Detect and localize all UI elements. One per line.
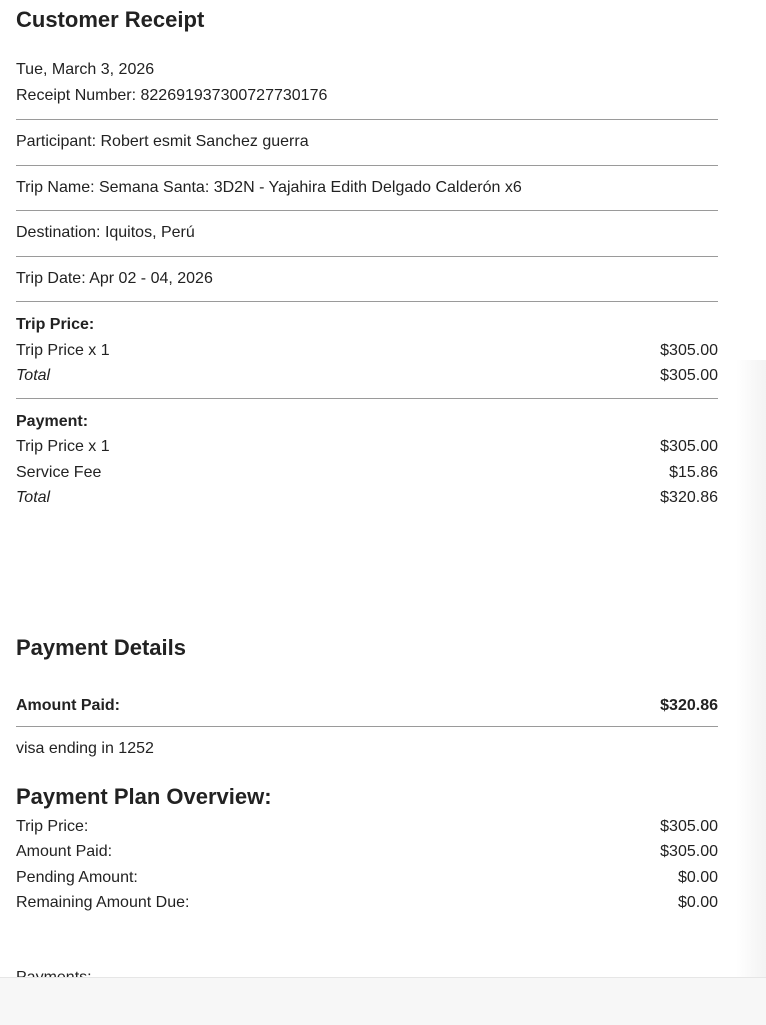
row-value: $320.86 bbox=[660, 489, 718, 506]
card-row bbox=[16, 727, 718, 772]
service-fee-row bbox=[16, 460, 718, 486]
row-value: $320.86 bbox=[660, 696, 718, 714]
amount-paid-section bbox=[16, 661, 718, 727]
plan-row bbox=[16, 814, 718, 840]
row-value: $305.00 bbox=[660, 367, 718, 384]
trip-price-total-row bbox=[16, 363, 718, 389]
plan-row bbox=[16, 865, 718, 891]
receipt-document bbox=[16, 0, 718, 916]
row-label: Service Fee bbox=[16, 463, 102, 481]
payments-heading-cut bbox=[16, 968, 92, 977]
trip-price-row bbox=[16, 338, 718, 364]
row-label: Total bbox=[16, 489, 51, 506]
trip-date-row bbox=[16, 257, 718, 302]
payment-section bbox=[16, 399, 718, 520]
receipt-number: Receipt Number: 822691937300727730176 bbox=[16, 86, 328, 104]
trip-date-text: Trip Date: Apr 02 - 04, 2026 bbox=[16, 269, 213, 287]
row-value: $305.00 bbox=[660, 438, 718, 455]
payment-total-row bbox=[16, 485, 718, 511]
row-value: $15.86 bbox=[669, 463, 718, 481]
destination-text: Destination: Iquitos, Perú bbox=[16, 224, 195, 241]
row-value: $305.00 bbox=[660, 817, 718, 835]
trip-price-section bbox=[16, 302, 718, 398]
row-label: Trip Price x 1 bbox=[16, 341, 110, 359]
payment-details-heading: Payment Details bbox=[16, 634, 186, 660]
trip-name-row bbox=[16, 166, 718, 211]
row-label: Trip Price: bbox=[16, 817, 89, 835]
destination-row bbox=[16, 211, 718, 256]
row-label: Trip Price x 1 bbox=[16, 438, 110, 455]
participant-row bbox=[16, 120, 718, 165]
row-label: Amount Paid: bbox=[16, 843, 113, 860]
spacer bbox=[16, 520, 718, 635]
payment-row bbox=[16, 434, 718, 460]
row-label: Pending Amount: bbox=[16, 868, 138, 886]
plan-overview-heading: Payment Plan Overview: bbox=[16, 783, 272, 809]
plan-row bbox=[16, 839, 718, 865]
row-value: $0.00 bbox=[677, 868, 718, 886]
row-label: Remaining Amount Due: bbox=[16, 894, 190, 911]
row-value: $0.00 bbox=[677, 894, 718, 911]
receipt-date: Tue, March 3, 2026 bbox=[16, 61, 155, 78]
payment-heading: Payment: bbox=[16, 412, 89, 430]
row-value: $305.00 bbox=[660, 341, 718, 359]
row-label: Amount Paid: bbox=[16, 696, 120, 714]
scroll-shadow bbox=[736, 360, 766, 980]
receipt-title: Customer Receipt bbox=[16, 7, 205, 32]
row-label: Total bbox=[16, 367, 51, 384]
bottom-toolbar bbox=[0, 977, 766, 1025]
trip-name-text: Trip Name: Semana Santa: 3D2N - Yajahira Edith Delgado Calderón x6 bbox=[16, 178, 522, 196]
amount-paid-row bbox=[16, 693, 718, 719]
trip-price-heading: Trip Price: bbox=[16, 316, 95, 333]
card-text: visa ending in 1252 bbox=[16, 740, 154, 757]
participant-text: Participant: Robert esmit Sanchez guerra bbox=[16, 133, 309, 150]
plan-row bbox=[16, 890, 718, 916]
row-value: $305.00 bbox=[660, 843, 718, 860]
